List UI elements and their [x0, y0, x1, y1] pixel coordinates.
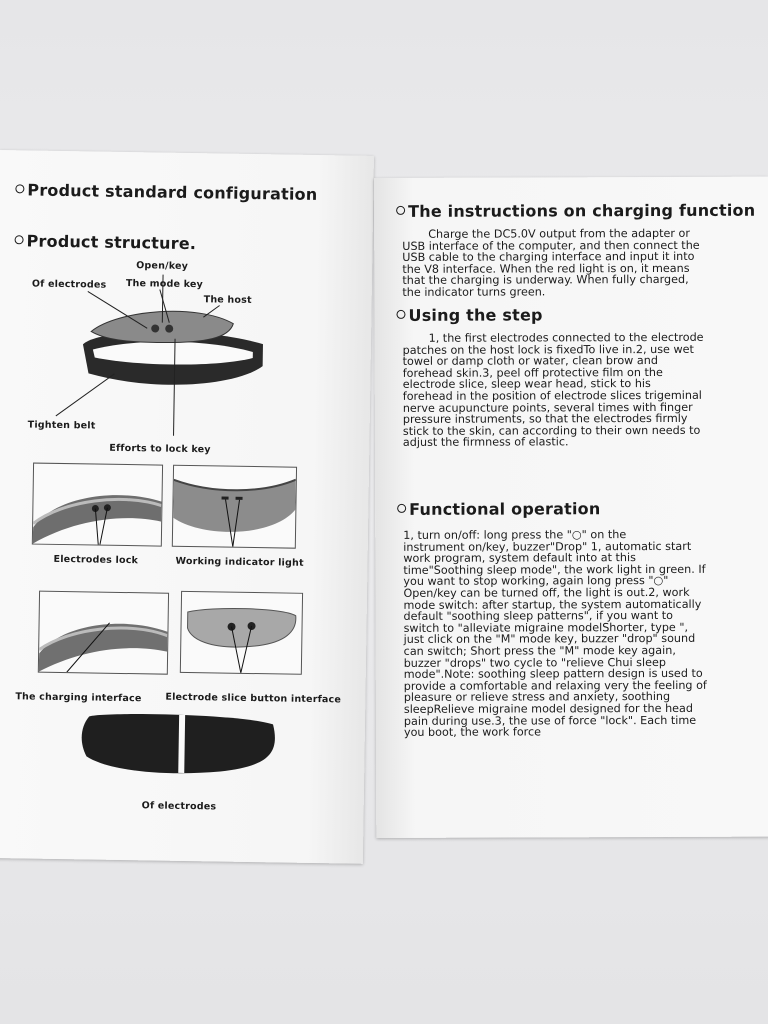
label-host: The host [203, 294, 252, 306]
text-line: you boot, the work force [403, 725, 542, 739]
text-line: electrode slice, sleep wear head, stick to his [402, 377, 651, 392]
text-line: mode switch: after startup, the system automatically [403, 597, 702, 612]
electrode-pad-shape [81, 713, 275, 775]
text-line: Open/key can be turned off, the light is out.2, work [403, 585, 690, 600]
text-line: USB interface of the computer, and then connect the [402, 238, 700, 253]
label-working-indicator: Working indicator light [175, 555, 304, 569]
right-page [374, 177, 768, 838]
text-line: the indicator turns green. [402, 285, 546, 299]
heading-product-structure: Product structure. [14, 231, 196, 253]
left-page [0, 150, 374, 864]
text-line: nerve acupuncture points, several times with finger [402, 400, 693, 415]
text-line: USB cable to the charging interface and input it into [402, 250, 695, 265]
label-efforts-lock-key: Efforts to lock key [109, 442, 211, 456]
using-step-paragraph [403, 332, 743, 449]
text-line: pain during use.3, the use of force "lock". Each time [403, 713, 697, 728]
label-mode-key: The mode key [125, 277, 204, 291]
label-slice-button: Electrode slice button interface [165, 691, 342, 706]
text-line: stick to the skin, can according to their own needs to [402, 423, 701, 438]
hollow-circle-bullet-icon [396, 206, 405, 215]
label-electrodes-lock: Electrodes lock [53, 553, 139, 567]
text-line: the V8 interface. When the red light is on, it means [402, 261, 690, 276]
text-line: can switch; Short press the "M" mode key again, [403, 643, 676, 658]
text-line: 1, turn on/off: long press the "○" on the [403, 528, 627, 542]
label-open-key: Open/key [136, 260, 189, 272]
text-line: pleasure or relieve stress and anxiety, soothing [403, 690, 671, 705]
text-line: sleepRelieve migraine model designed for the head [403, 701, 694, 716]
text-line: patches on the host lock is fixedTo live in.2, use wet [402, 342, 694, 357]
heading-functional: Functional operation [397, 499, 600, 519]
functional-paragraph [403, 529, 752, 739]
electrode-pad-divider [178, 715, 185, 773]
text-line: work program, system default into at this [403, 551, 636, 566]
text-line: pressure instruments, so that the electrodes firmly [402, 412, 688, 427]
text-line: time"Soothing sleep mode", the work light in green. If [403, 562, 706, 577]
text-line: you want to stop working, again long press "○" [403, 574, 669, 589]
hollow-circle-bullet-icon [397, 504, 406, 513]
charging-paragraph [402, 228, 744, 299]
text-line: switch to "alleviate migraine modelShorter, type ", [403, 620, 689, 635]
text-line: that the charging is underway. When fully charged, [402, 273, 689, 288]
text-line: provide a comfortable and relaxing very the feeling of [403, 678, 707, 693]
text-line: default "soothing sleep patterns", if you want to [403, 609, 674, 624]
text-line: forehead skin.3, peel off protective film on the [402, 365, 663, 380]
text-line: towel or damp cloth or water, clean brow and [402, 354, 658, 369]
text-line: instrument on/key, buzzer"Drop" 1, automatic start [403, 539, 692, 554]
hollow-circle-bullet-icon [396, 310, 405, 319]
text-line: adjust the firmness of elastic. [402, 435, 569, 450]
heading-charging: The instructions on charging function [396, 201, 755, 221]
figure-working-indicator [172, 465, 297, 549]
text-line: mode".Note: soothing sleep pattern design is used to [403, 666, 703, 682]
figure-electrodes-lock [32, 463, 163, 547]
figure-charging-interface [38, 591, 169, 675]
label-of-electrodes-top: Of electrodes [31, 278, 107, 291]
text-line: Charge the DC5.0V output from the adapter or [428, 226, 691, 241]
text-line: just click on the "M" mode key, buzzer "drop" sound [403, 632, 696, 647]
heading-using-step: Using the step [396, 305, 542, 325]
text-line: forehead in the position of electrode slices trigeminal [402, 388, 702, 403]
text-line: buzzer "drops" two cycle to "relieve Chui sleep [403, 655, 666, 670]
label-charging-interface: The charging interface [15, 691, 142, 705]
label-of-electrodes-bottom: Of electrodes [141, 800, 217, 813]
figure-slice-button [180, 591, 303, 675]
label-tighten-belt: Tighten belt [27, 419, 96, 432]
heading-standard-config: Product standard configuration [15, 180, 317, 204]
text-line: 1, the first electrodes connected to the electrode [428, 330, 704, 345]
